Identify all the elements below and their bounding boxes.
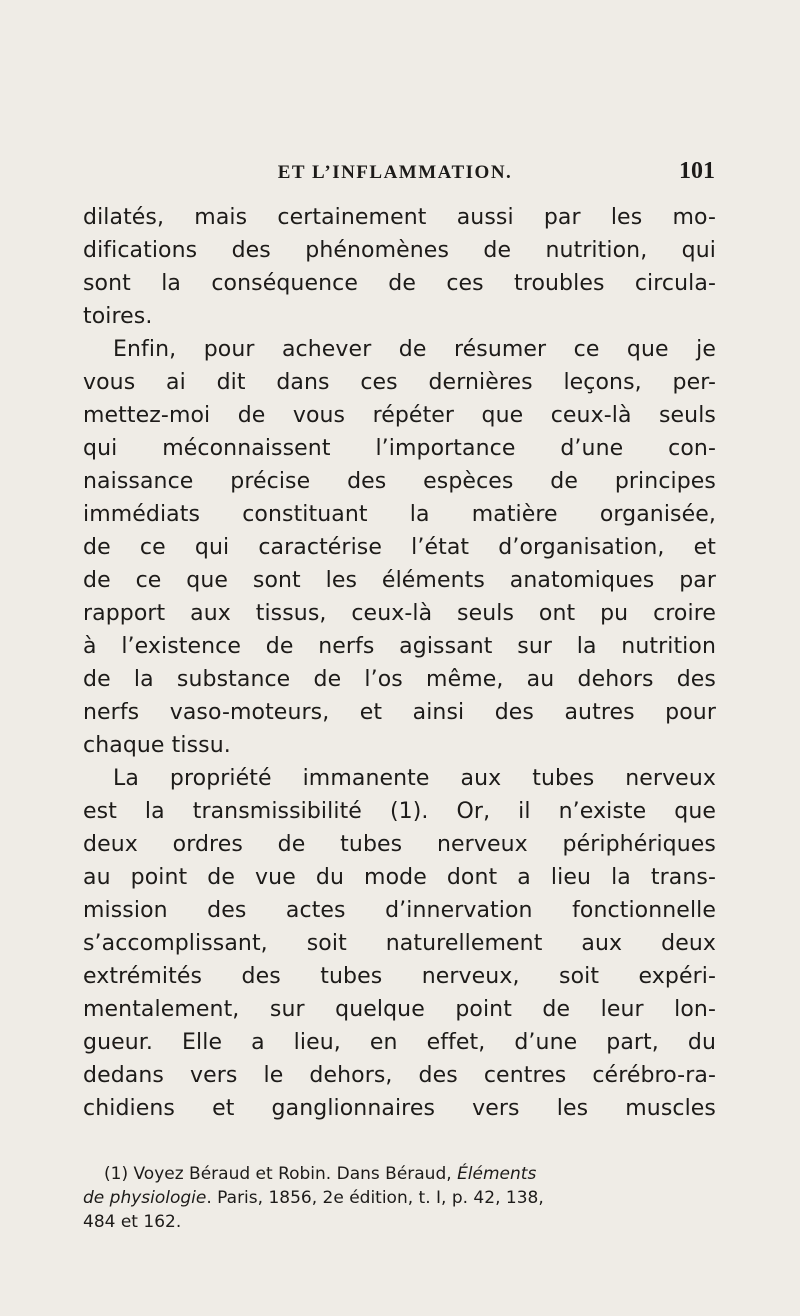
- footnote-book-title: Éléments: [457, 1164, 537, 1184]
- text-line: deux ordres de tubes nerveux périphériques: [83, 832, 716, 857]
- text-line: difications des phénomènes de nutrition, qui: [83, 238, 716, 263]
- text-line: de ce que sont les éléments anatomiques par: [83, 568, 716, 593]
- text-line: est la transmissibilité (1). Or, il n’existe que: [83, 799, 716, 824]
- text-line: à l’existence de nerfs agissant sur la nutrition: [83, 634, 716, 659]
- text-line: vous ai dit dans ces dernières leçons, per-: [83, 370, 716, 395]
- footnote-line: [104, 1162, 716, 1186]
- footnote-line: 484 et 162.: [83, 1212, 182, 1232]
- text-line: dilatés, mais certainement aussi par les mo-: [83, 205, 716, 230]
- text-line: chaque tissu.: [83, 733, 231, 758]
- text-line: rapport aux tissus, ceux-là seuls ont pu croire: [83, 601, 716, 626]
- text-line: Enfin, pour achever de résumer ce que je: [113, 337, 716, 362]
- footnote-line: [83, 1186, 716, 1210]
- text-line: de ce qui caractérise l’état d’organisation, et: [83, 535, 716, 560]
- footnote-text: (1) Voyez Béraud et Robin. Dans Béraud,: [104, 1164, 458, 1184]
- footnote: [83, 1162, 716, 1234]
- text-line: naissance précise des espèces de principes: [83, 469, 716, 494]
- text-line: nerfs vaso-moteurs, et ainsi des autres pour: [83, 700, 716, 725]
- text-line: de la substance de l’os même, au dehors des: [83, 667, 716, 692]
- text-line: qui méconnaissent l’importance d’une con-: [83, 436, 716, 461]
- body-text: [83, 201, 716, 1125]
- text-line: mentalement, sur quelque point de leur lon-: [83, 997, 716, 1022]
- text-line: extrémités des tubes nerveux, soit expéri-: [83, 964, 716, 989]
- page-number: 101: [679, 158, 715, 184]
- text-line: dedans vers le dehors, des centres cérébro-ra-: [83, 1063, 716, 1088]
- text-line: au point de vue du mode dont a lieu la trans-: [83, 865, 716, 890]
- text-line: sont la conséquence de ces troubles circula-: [83, 271, 716, 296]
- text-line: La propriété immanente aux tubes nerveux: [113, 766, 716, 791]
- text-line: s’accomplissant, soit naturellement aux deux: [83, 931, 716, 956]
- text-line: gueur. Elle a lieu, en effet, d’une part, du: [83, 1030, 716, 1055]
- running-title: ET L’INFLAMMATION.: [277, 162, 513, 183]
- footnote-book-title: de physiologie: [83, 1188, 207, 1208]
- text-line: toires.: [83, 304, 153, 329]
- footnote-text: . Paris, 1856, 2e édition, t. I, p. 42, 138,: [206, 1188, 544, 1208]
- text-line: immédiats constituant la matière organisée,: [83, 502, 716, 527]
- text-line: chidiens et ganglionnaires vers les muscles: [83, 1096, 716, 1121]
- text-line: mission des actes d’innervation fonctionnelle: [83, 898, 716, 923]
- text-line: mettez-moi de vous répéter que ceux-là seuls: [83, 403, 716, 428]
- running-header: [160, 158, 715, 192]
